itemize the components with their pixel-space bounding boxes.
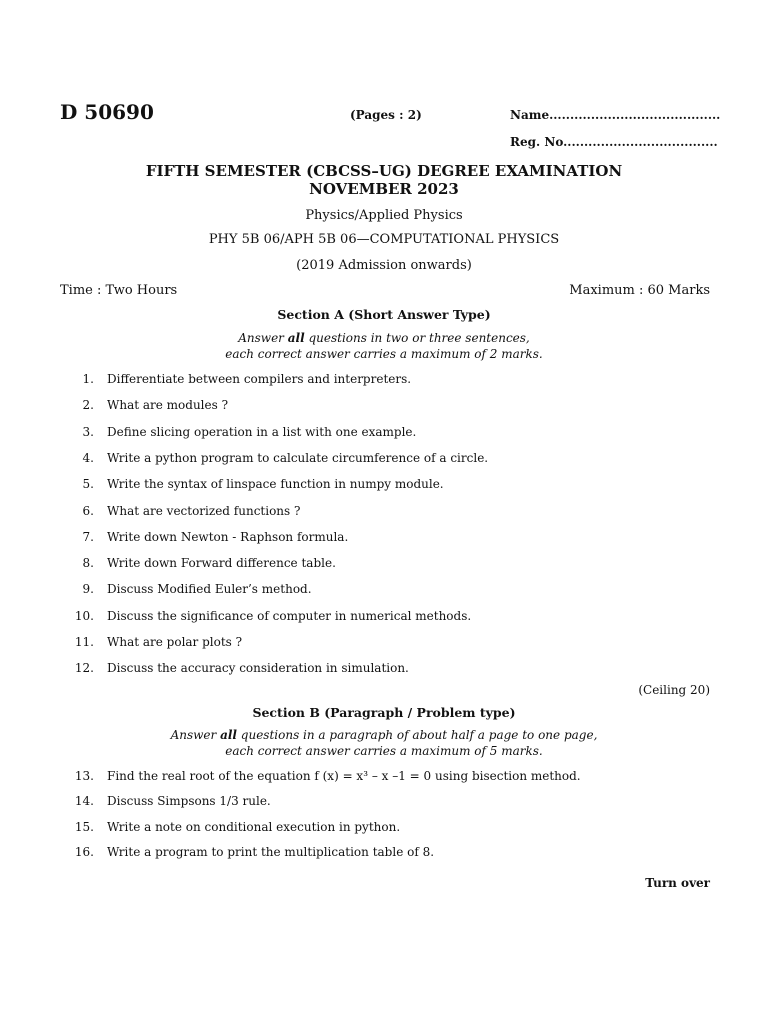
name-field-label: Name......................................... bbox=[510, 108, 721, 122]
section-b-instruction-line2: each correct answer carries a maximum of 5 marks. bbox=[225, 744, 543, 758]
question-text: Write down Newton - Raphson formula. bbox=[107, 529, 349, 544]
section-a-instruction-line2: each correct answer carries a maximum of 2 marks. bbox=[225, 347, 543, 361]
question-text: Discuss the significance of computer in numerical methods. bbox=[107, 608, 472, 623]
question-number: 2. bbox=[82, 398, 94, 413]
course-name: PHY 5B 06/APH 5B 06—COMPUTATIONAL PHYSICS bbox=[208, 232, 560, 247]
question-number: 9. bbox=[82, 582, 94, 597]
question-number: 5. bbox=[82, 477, 94, 492]
maximum-marks: Maximum : 60 Marks bbox=[569, 283, 710, 298]
question-number: 14. bbox=[74, 794, 94, 809]
paper-code: D 50690 bbox=[60, 100, 154, 124]
reg-no-field-label: Reg. No..................................... bbox=[510, 135, 718, 149]
question-number: 15. bbox=[74, 819, 94, 834]
question-text: What are vectorized functions ? bbox=[107, 503, 301, 518]
subject-name: Physics/Applied Physics bbox=[305, 208, 463, 223]
turn-over-note: Turn over bbox=[645, 876, 710, 890]
section-a-heading: Section A (Short Answer Type) bbox=[277, 307, 491, 322]
question-number: 3. bbox=[82, 424, 94, 439]
question-number: 16. bbox=[74, 844, 94, 859]
exam-title-line2: NOVEMBER 2023 bbox=[309, 180, 459, 198]
question-text: Differentiate between compilers and interpreters. bbox=[107, 372, 412, 386]
page-count: (Pages : 2) bbox=[350, 108, 422, 122]
question-text: Find the real root of the equation f (x) = x³ – x –1 = 0 using bisection method. bbox=[107, 769, 581, 783]
question-number: 1. bbox=[82, 372, 94, 386]
question-number: 12. bbox=[74, 661, 94, 676]
question-text: Write a note on conditional execution in python. bbox=[107, 819, 401, 834]
question-text: Write a program to print the multiplication table of 8. bbox=[107, 844, 435, 859]
question-text: Discuss Simpsons 1/3 rule. bbox=[107, 794, 271, 809]
admission-note: (2019 Admission onwards) bbox=[296, 258, 472, 273]
question-number: 8. bbox=[82, 556, 94, 571]
question-number: 11. bbox=[74, 635, 94, 649]
ceiling-note: (Ceiling 20) bbox=[638, 683, 710, 697]
question-text: Write a python program to calculate circumference of a circle. bbox=[107, 450, 489, 465]
question-text: Define slicing operation in a list with one example. bbox=[107, 424, 417, 439]
section-b-instruction-line1: Answer all questions in a paragraph of about half a page to one page, bbox=[170, 728, 598, 742]
question-text: What are modules ? bbox=[107, 398, 229, 413]
question-number: 10. bbox=[74, 608, 94, 623]
exam-title-line1: FIFTH SEMESTER (CBCSS–UG) DEGREE EXAMINATION bbox=[145, 162, 623, 180]
question-number: 6. bbox=[82, 503, 94, 518]
question-text: Discuss the accuracy consideration in simulation. bbox=[107, 661, 409, 676]
section-a-instruction-line1: Answer all questions in two or three sentences, bbox=[238, 331, 530, 345]
time-allowed: Time : Two Hours bbox=[60, 283, 178, 298]
question-number: 7. bbox=[82, 529, 94, 544]
question-text: Write down Forward difference table. bbox=[107, 556, 336, 571]
question-number: 13. bbox=[74, 769, 94, 783]
question-text: What are polar plots ? bbox=[107, 635, 243, 649]
section-b-heading: Section B (Paragraph / Problem type) bbox=[252, 705, 516, 720]
question-text: Discuss Modified Euler’s method. bbox=[107, 582, 312, 597]
question-number: 4. bbox=[82, 450, 94, 465]
question-text: Write the syntax of linspace function in numpy module. bbox=[107, 477, 444, 492]
